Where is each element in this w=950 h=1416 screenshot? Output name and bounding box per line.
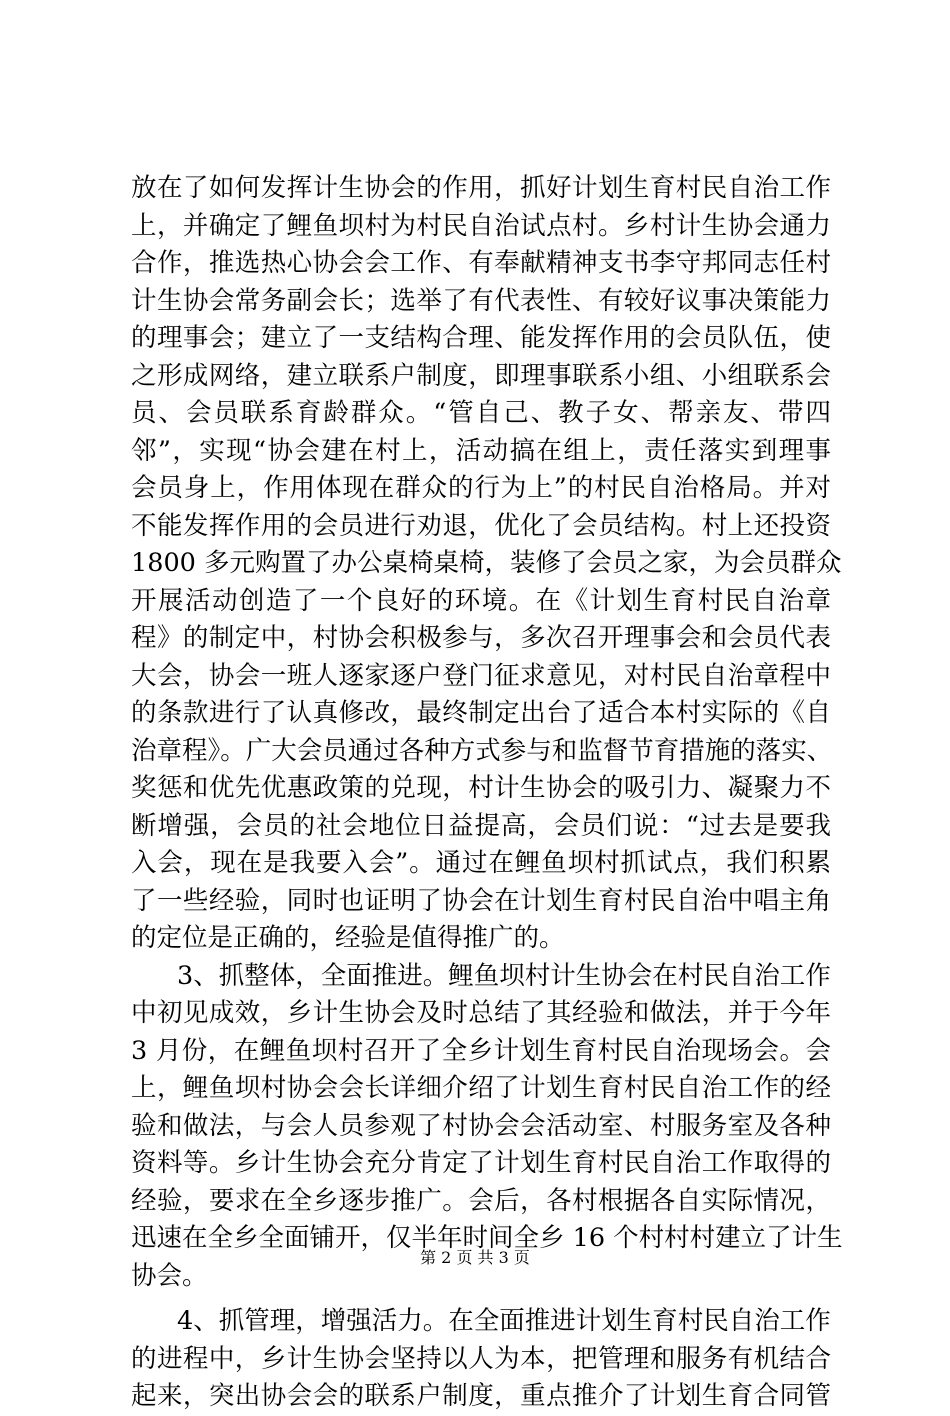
paragraph-heading-line: 3、抓整体，全面推进。鲤鱼坝村计生协会在村民自治工作	[177, 960, 831, 991]
text-line: 的条款进行了认真修改，最终制定出台了适合本村实际的《自	[131, 698, 831, 728]
paragraph-heading-line: 4、抓管理，增强活力。在全面推进计划生育村民自治工作	[177, 1306, 831, 1336]
text-line: 协会。	[131, 1260, 208, 1291]
text-line: 会员身上，作用体现在群众的行为上”的村民自治格局。并对	[131, 473, 831, 503]
paragraph-gap	[131, 1295, 831, 1303]
text-line: 之形成网络，建立联系户制度，即理事联系小组、小组联系会	[131, 360, 831, 391]
text-line: 计生协会常务副会长；选举了有代表性、有较好议事决策能力	[131, 285, 831, 316]
text-line: 资料等。乡计生协会充分肯定了计划生育村民自治工作取得的	[131, 1148, 831, 1178]
text-line: 合作，推选热心协会会工作、有奉献精神支书李守邦同志任村	[131, 248, 831, 278]
text-line: 不能发挥作用的会员进行劝退，优化了会员结构。村上还投资	[131, 510, 831, 541]
text-line: 经验，要求在全乡逐步推广。会后，各村根据各自实际情况，	[131, 1185, 831, 1216]
text-line: 中初见成效，乡计生协会及时总结了其经验和做法，并于今年	[131, 998, 831, 1028]
text-line: 入会，现在是我要入会”。通过在鲤鱼坝村抓试点，我们积累	[131, 848, 831, 878]
text-line: 邻”，实现“协会建在村上，活动搞在组上，责任落实到理事	[131, 435, 831, 466]
text-line: 迅速在全乡全面铺开，仅半年时间全乡 16 个村村村建立了计生	[131, 1223, 843, 1253]
text-line: 了一些经验，同时也证明了协会在计划生育村民自治中唱主角	[131, 885, 831, 916]
text-line: 上，鲤鱼坝村协会会长详细介绍了计划生育村民自治工作的经	[131, 1073, 831, 1103]
text-line: 开展活动创造了一个良好的环境。在《计划生育村民自治章	[131, 585, 831, 616]
text-line: 1800 多元购置了办公桌椅桌椅，装修了会员之家，为会员群众	[131, 548, 842, 578]
text-line: 验和做法，与会人员参观了村协会会活动室、村服务室及各种	[131, 1110, 831, 1141]
text-line: 治章程》。广大会员通过各种方式参与和监督节育措施的落实、	[131, 735, 833, 766]
text-line: 奖惩和优先优惠政策的兑现，村计生协会的吸引力、凝聚力不	[131, 773, 831, 803]
text-line: 员、会员联系育龄群众。“管自己、教子女、帮亲友、带四	[131, 398, 831, 428]
text-line: 3 月份，在鲤鱼坝村召开了全乡计划生育村民自治现场会。会	[131, 1035, 831, 1066]
text-line: 上，并确定了鲤鱼坝村为村民自治试点村。乡村计生协会通力	[131, 210, 831, 241]
text-line: 放在了如何发挥计生协会的作用，抓好计划生育村民自治工作	[131, 173, 831, 203]
body-text	[131, 170, 843, 1416]
text-line: 程》的制定中，村协会积极参与，多次召开理事会和会员代表	[131, 623, 831, 653]
text-line: 的定位是正确的，经验是值得推广的。	[131, 923, 565, 953]
page-footer: 第 2 页 共 3 页	[420, 1248, 530, 1267]
text-line: 断增强，会员的社会地位日益提高，会员们说：“过去是要我	[131, 810, 831, 841]
text-line: 大会，协会一班人逐家逐户登门征求意见，对村民自治章程中	[131, 660, 831, 691]
text-line: 起来，突出协会会的联系户制度，重点推介了计划生育合同管	[131, 1381, 831, 1411]
text-line: 的理事会；建立了一支结构合理、能发挥作用的会员队伍，使	[131, 323, 831, 353]
text-line: 的进程中，乡计生协会坚持以人为本，把管理和服务有机结合	[131, 1343, 831, 1374]
